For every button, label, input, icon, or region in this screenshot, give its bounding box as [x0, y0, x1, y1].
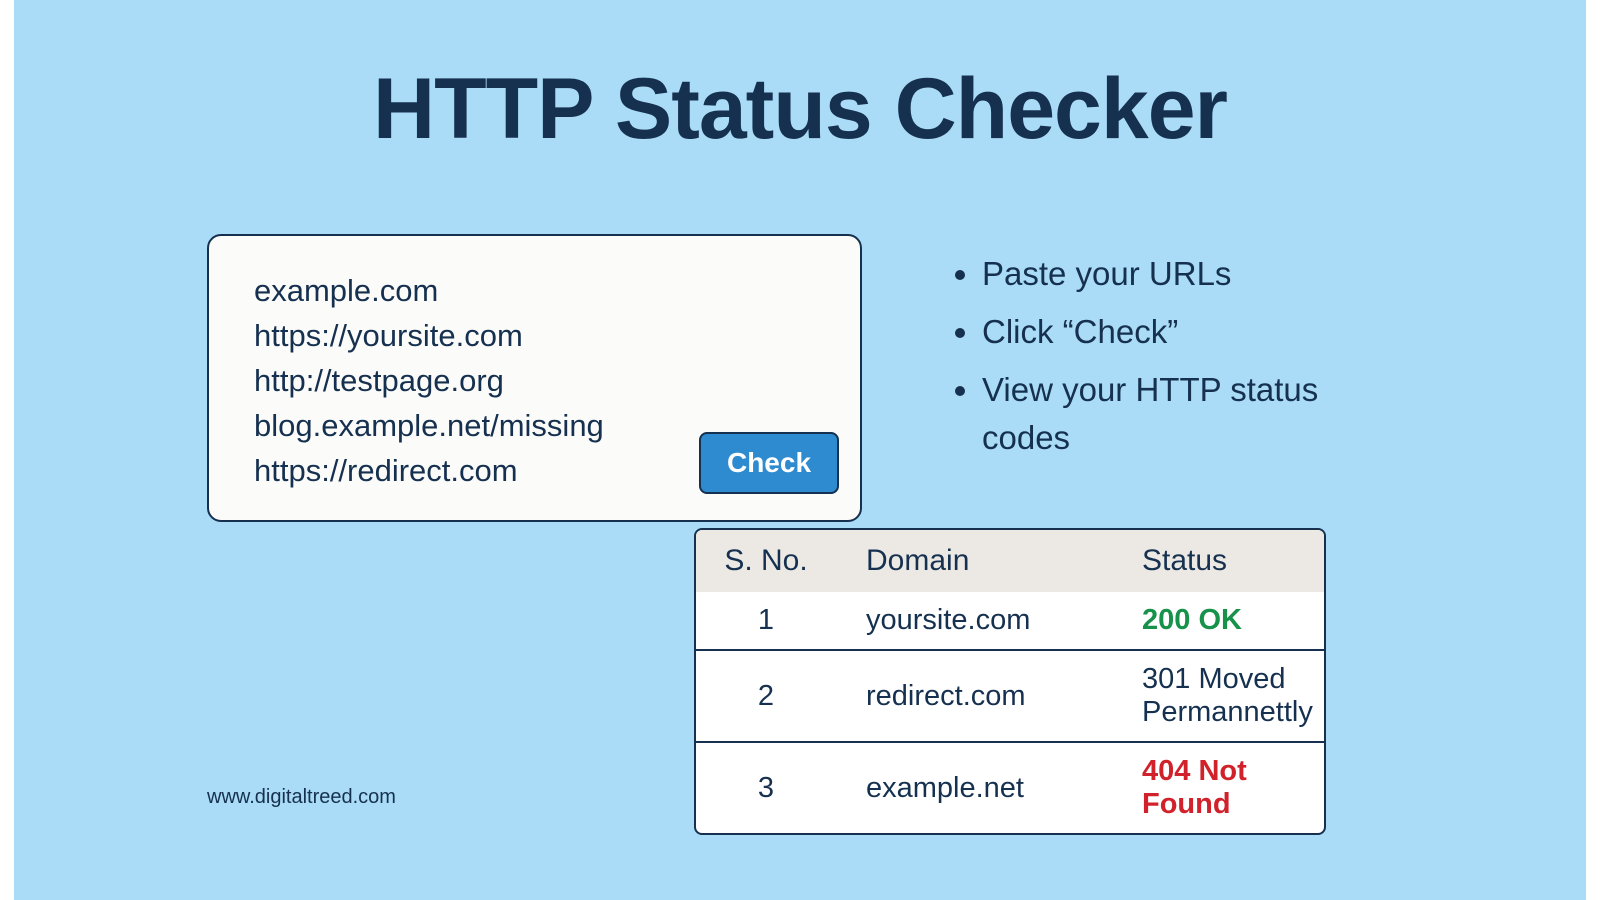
url-list-item: https://yoursite.com — [254, 318, 523, 353]
table-header-row — [696, 530, 1324, 592]
url-list-item: http://testpage.org — [254, 363, 504, 398]
url-list-item: example.com — [254, 273, 439, 308]
status-badge: 200 OK — [1116, 592, 1324, 650]
column-header-serial: S. No. — [696, 530, 836, 592]
step-item-paste: • Paste your URLs — [982, 250, 1370, 298]
table-row — [696, 592, 1324, 650]
table-row — [696, 650, 1324, 742]
steps-list — [940, 250, 1370, 472]
table-row — [696, 742, 1324, 833]
results-table — [694, 528, 1326, 835]
url-input-card[interactable] — [207, 234, 862, 522]
check-button[interactable]: Check — [699, 432, 839, 494]
step-item-view-codes: • View your HTTP status codes — [982, 366, 1370, 462]
cell-domain: redirect.com — [836, 650, 1116, 742]
site-watermark: www.digitaltreed.com — [207, 786, 396, 808]
step-item-click-check: • Click “Check” — [982, 308, 1370, 356]
url-list-item: blog.example.net/missing — [254, 408, 604, 443]
status-badge: 301 Moved Permannettly — [1116, 650, 1324, 742]
column-header-status: Status — [1116, 530, 1324, 592]
url-list — [254, 268, 604, 493]
cell-serial: 2 — [696, 650, 836, 742]
cell-serial: 1 — [696, 592, 836, 650]
column-header-domain: Domain — [836, 530, 1116, 592]
cell-domain: example.net — [866, 771, 1024, 804]
cell-domain: yoursite.com — [836, 592, 1116, 650]
page-title: HTTP Status Checker — [372, 61, 1228, 157]
url-list-item: https://redirect.com — [254, 453, 518, 488]
cell-serial: 3 — [757, 771, 775, 804]
status-badge: 404 Not Found — [1142, 755, 1247, 820]
